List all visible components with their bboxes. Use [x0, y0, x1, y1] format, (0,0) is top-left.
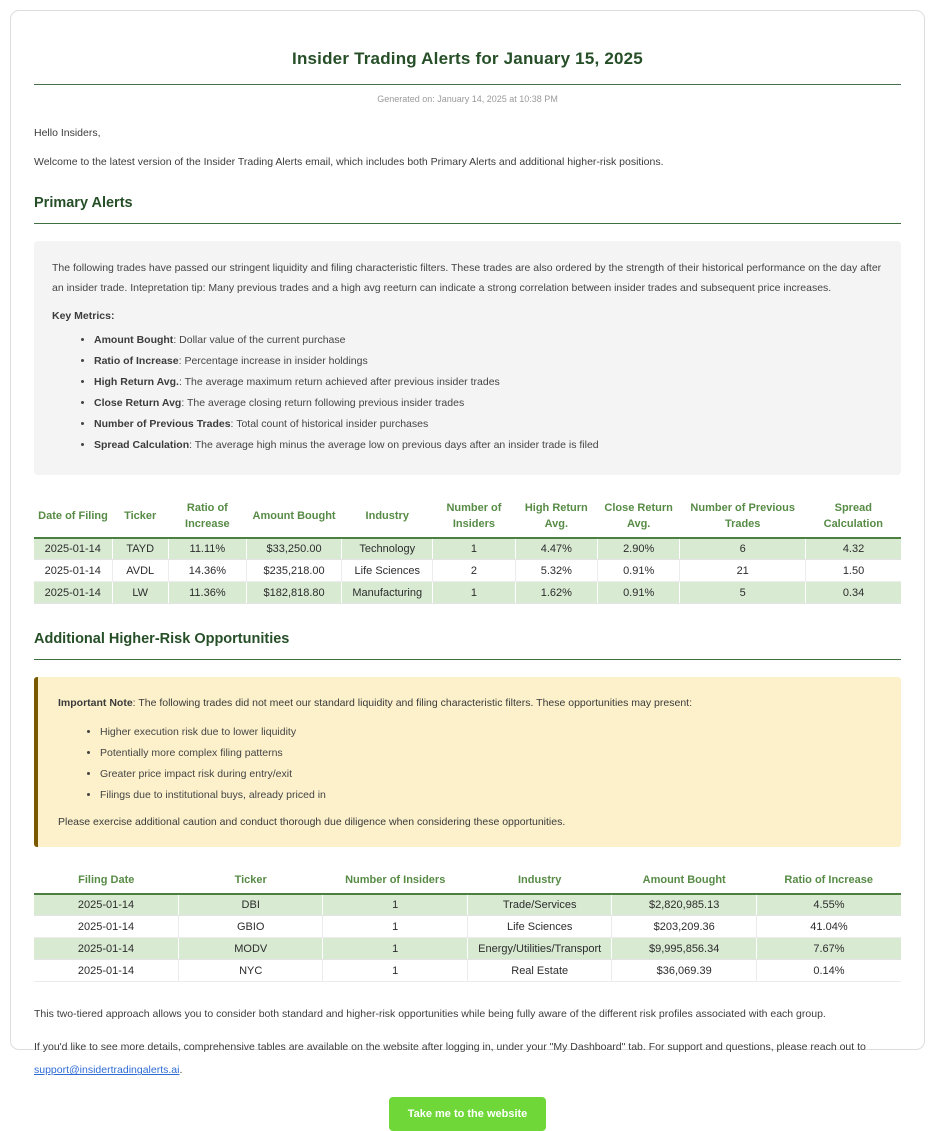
table-cell: 2025-01-14: [34, 960, 178, 982]
table-cell: MODV: [178, 938, 322, 960]
table-cell: 2.90%: [597, 538, 679, 560]
column-header: Number of Previous Trades: [680, 497, 806, 538]
table-row: [34, 960, 901, 982]
table-cell: 11.36%: [168, 582, 246, 604]
footer-summary: This two-tiered approach allows you to consider both standard and higher-risk opportunities while being fully aware of the different risk profiles associated with each group.: [34, 1008, 826, 1021]
column-header: Amount Bought: [612, 869, 756, 894]
key-metrics-label: Key Metrics:: [52, 309, 115, 322]
column-header: Ticker: [112, 497, 168, 538]
column-header: Date of Filing: [34, 497, 112, 538]
column-header: Ratio of Increase: [168, 497, 246, 538]
primary-alerts-table: [34, 497, 901, 604]
table-cell: 1: [323, 894, 467, 916]
table-cell: Life Sciences: [467, 916, 611, 938]
risk-item: • Higher execution risk due to lower liquidity: [100, 722, 883, 743]
table-cell: Energy/Utilities/Transport: [467, 938, 611, 960]
table-cell: LW: [112, 582, 168, 604]
table-cell: $33,250.00: [246, 538, 341, 560]
table-cell: 2025-01-14: [34, 538, 112, 560]
support-email-link[interactable]: support@insidertradingalerts.ai: [34, 1064, 180, 1077]
table-cell: 0.34: [806, 582, 901, 604]
primary-alerts-heading: Primary Alerts: [34, 195, 133, 211]
footer-details: [34, 1036, 901, 1082]
key-metrics-list: [52, 330, 883, 456]
risk-item: • Greater price impact risk during entry/exit: [100, 764, 883, 785]
table-cell: Technology: [342, 538, 433, 560]
table-cell: 5: [680, 582, 806, 604]
metric-item: • High Return Avg.: The average maximum return achieved after previous insider trades: [94, 372, 883, 393]
metric-item: • Number of Previous Trades: Total count of historical insider purchases: [94, 414, 883, 435]
caution-text: Please exercise additional caution and conduct thorough due diligence when considering these opportunities.: [58, 816, 566, 829]
table-cell: 11.11%: [168, 538, 246, 560]
table-cell: Trade/Services: [467, 894, 611, 916]
higher-risk-divider: [34, 659, 901, 660]
table-cell: 1: [323, 938, 467, 960]
table-cell: Real Estate: [467, 960, 611, 982]
table-cell: 1.62%: [515, 582, 597, 604]
table-cell: 1: [323, 960, 467, 982]
table-cell: 14.36%: [168, 560, 246, 582]
table-cell: 2025-01-14: [34, 894, 178, 916]
table-cell: 6: [680, 538, 806, 560]
table-row: [34, 560, 901, 582]
primary-info-box: [34, 241, 901, 475]
column-header: Number of Insiders: [433, 497, 515, 538]
table-cell: 21: [680, 560, 806, 582]
important-note-line: [58, 695, 883, 712]
table-cell: 5.32%: [515, 560, 597, 582]
table-cell: 2025-01-14: [34, 560, 112, 582]
important-note-box: [34, 677, 901, 847]
table-cell: 41.04%: [756, 916, 901, 938]
table-cell: 4.32: [806, 538, 901, 560]
page-title: Insider Trading Alerts for January 15, 2025: [292, 49, 643, 68]
column-header: High Return Avg.: [515, 497, 597, 538]
metric-item: • Close Return Avg: The average closing return following previous insider trades: [94, 393, 883, 414]
important-note-text: : The following trades did not meet our standard liquidity and filing characteristic filters. These opportunities may present:: [132, 697, 692, 710]
table-cell: $9,995,856.34: [612, 938, 756, 960]
table-cell: 2025-01-14: [34, 582, 112, 604]
table-cell: 4.55%: [756, 894, 901, 916]
higher-risk-heading: Additional Higher-Risk Opportunities: [34, 631, 290, 648]
table-cell: $203,209.36: [612, 916, 756, 938]
table-cell: 4.47%: [515, 538, 597, 560]
column-header: Number of Insiders: [323, 869, 467, 894]
table-cell: GBIO: [178, 916, 322, 938]
column-header: Ticker: [178, 869, 322, 894]
column-header: Spread Calculation: [806, 497, 901, 538]
column-header: Industry: [342, 497, 433, 538]
column-header: Ratio of Increase: [756, 869, 901, 894]
table-cell: 2025-01-14: [34, 938, 178, 960]
higher-risk-table: [34, 869, 901, 982]
table-row: [34, 582, 901, 604]
table-cell: TAYD: [112, 538, 168, 560]
important-note-label: Important Note: [58, 697, 133, 710]
intro-text: Welcome to the latest version of the Insider Trading Alerts email, which includes both Primary Alerts and additional higher-risk positions.: [34, 156, 664, 168]
footer-details-period: .: [179, 1064, 183, 1077]
table-cell: NYC: [178, 960, 322, 982]
table-cell: 1: [433, 582, 515, 604]
risk-item: • Filings due to institutional buys, already priced in: [100, 785, 883, 806]
table-row: [34, 916, 901, 938]
table-cell: 0.14%: [756, 960, 901, 982]
primary-description: The following trades have passed our stringent liquidity and filing characteristic filters. These trades are also ordered by the strength of their historical performance on the day after an insider trade. Intepretation tip: Many previous trades and a high avg reeturn can indicate a strong correlation between insider trades and subsequent price increases.: [52, 262, 882, 295]
table-header-row: [34, 497, 901, 538]
primary-alerts-divider: [34, 223, 901, 224]
table-cell: 0.91%: [597, 560, 679, 582]
generated-timestamp: Generated on: January 14, 2025 at 10:38 PM: [377, 94, 558, 104]
column-header: Industry: [467, 869, 611, 894]
email-card: [10, 10, 925, 1120]
table-header-row: [34, 869, 901, 894]
table-cell: 2025-01-14: [34, 916, 178, 938]
table-cell: $2,820,985.13: [612, 894, 756, 916]
table-cell: Life Sciences: [342, 560, 433, 582]
table-cell: $182,818.80: [246, 582, 341, 604]
greeting-text: Hello Insiders,: [34, 127, 101, 139]
risk-list: [58, 722, 883, 806]
table-cell: 0.91%: [597, 582, 679, 604]
table-cell: Manufacturing: [342, 582, 433, 604]
table-row: [34, 938, 901, 960]
column-header: Filing Date: [34, 869, 178, 894]
table-cell: AVDL: [112, 560, 168, 582]
metric-item: • Amount Bought: Dollar value of the current purchase: [94, 330, 883, 351]
table-cell: DBI: [178, 894, 322, 916]
column-header: Amount Bought: [246, 497, 341, 538]
risk-item: • Potentially more complex filing patterns: [100, 743, 883, 764]
table-row: [34, 538, 901, 560]
metric-item: • Ratio of Increase: Percentage increase in insider holdings: [94, 351, 883, 372]
table-cell: $36,069.39: [612, 960, 756, 982]
footer-details-text: If you'd like to see more details, comprehensive tables are available on the website after logging in, under your "My Dashboard" tab. For support and questions, please reach out to: [34, 1041, 866, 1054]
table-cell: $235,218.00: [246, 560, 341, 582]
table-cell: 1: [433, 538, 515, 560]
table-row: [34, 894, 901, 916]
website-cta-button[interactable]: Take me to the website: [389, 1097, 547, 1131]
column-header: Close Return Avg.: [597, 497, 679, 538]
table-cell: 1: [323, 916, 467, 938]
cta-container: [34, 1097, 901, 1131]
title-divider: [34, 84, 901, 85]
metric-item: • Spread Calculation: The average high minus the average low on previous days after an insider trade is filed: [94, 435, 883, 456]
table-cell: 7.67%: [756, 938, 901, 960]
table-cell: 1.50: [806, 560, 901, 582]
table-cell: 2: [433, 560, 515, 582]
